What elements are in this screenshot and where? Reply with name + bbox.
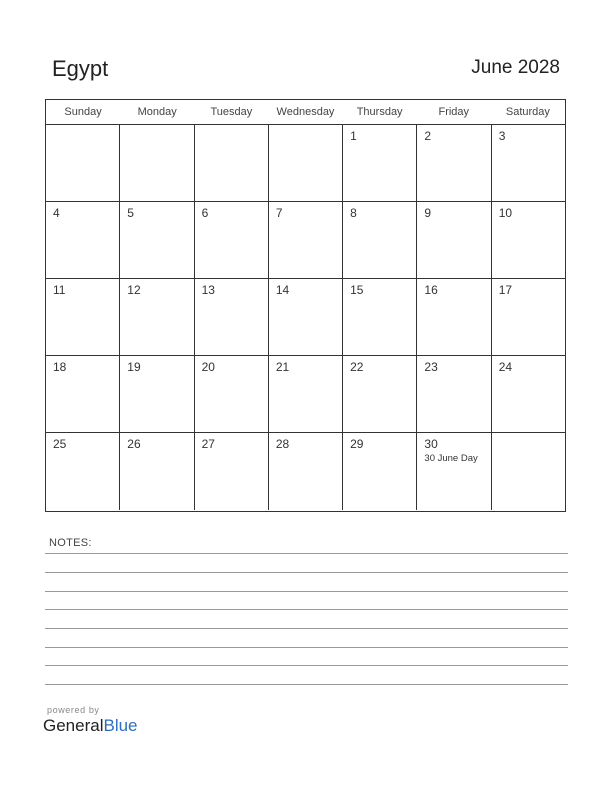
dow-friday: Friday — [438, 106, 470, 118]
day-cell — [120, 202, 194, 278]
day-number: 18 — [53, 360, 67, 374]
notes-line — [45, 572, 568, 573]
notes-line — [45, 684, 568, 685]
day-number: 4 — [53, 206, 60, 220]
day-cell — [269, 279, 343, 355]
day-number: 10 — [498, 206, 513, 220]
dow-tuesday: Tuesday — [210, 106, 253, 118]
day-number: 20 — [201, 360, 215, 374]
notes-line — [45, 628, 568, 629]
dow-sunday: Sunday — [64, 106, 102, 118]
day-number: 29 — [350, 437, 364, 451]
notes-line — [45, 553, 568, 554]
day-number: 15 — [350, 283, 364, 297]
day-number: 3 — [498, 129, 506, 143]
day-number: 19 — [127, 360, 141, 374]
day-number: 17 — [498, 283, 513, 297]
page-title-month: June 2028 — [471, 57, 560, 78]
powered-by-label: powered by — [47, 705, 100, 715]
calendar-week-2 — [46, 202, 565, 279]
day-number: 8 — [350, 206, 357, 220]
day-number: 7 — [275, 206, 283, 220]
calendar-grid — [45, 99, 566, 512]
day-cell — [269, 125, 343, 201]
day-number: 9 — [424, 206, 432, 220]
day-cell — [492, 279, 565, 355]
page-title-country: Egypt — [52, 56, 109, 81]
notes-line — [45, 609, 568, 610]
day-cell — [195, 202, 269, 278]
day-number: 21 — [275, 360, 290, 374]
calendar-week-4 — [46, 356, 565, 433]
day-cell — [343, 433, 417, 510]
day-number: 23 — [424, 360, 438, 374]
brand-logo[interactable] — [43, 716, 138, 736]
day-cell — [195, 279, 269, 355]
day-number: 24 — [498, 360, 513, 374]
day-number: 1 — [350, 129, 357, 143]
day-cell — [120, 125, 194, 201]
day-number: 2 — [424, 129, 432, 143]
day-cell — [417, 356, 491, 432]
day-number: 22 — [350, 360, 364, 374]
calendar-week-1 — [46, 125, 565, 202]
calendar-header — [46, 100, 565, 125]
dow-thursday: Thursday — [356, 106, 403, 118]
day-cell — [269, 433, 343, 510]
day-cell — [120, 433, 194, 510]
day-cell — [343, 356, 417, 432]
day-number: 16 — [424, 283, 438, 297]
day-cell — [417, 279, 491, 355]
day-cell — [492, 356, 565, 432]
day-cell — [343, 202, 417, 278]
day-number: 26 — [127, 437, 141, 451]
day-cell — [195, 433, 269, 510]
day-cell — [343, 125, 417, 201]
day-number: 14 — [275, 283, 290, 297]
day-cell — [417, 125, 491, 201]
holiday-label: 30 June Day — [424, 453, 478, 464]
day-number: 5 — [127, 206, 134, 220]
day-number: 13 — [201, 283, 215, 297]
calendar-week-5 — [46, 433, 565, 510]
notes-line — [45, 665, 568, 666]
day-cell — [492, 433, 565, 510]
day-cell — [46, 433, 120, 510]
day-number: 30 — [424, 437, 438, 451]
day-cell — [269, 356, 343, 432]
brand-name-part2: Blue — [103, 716, 138, 735]
day-number: 27 — [201, 437, 215, 451]
day-number: 11 — [53, 283, 66, 297]
day-cell — [492, 125, 565, 201]
dow-saturday: Saturday — [505, 106, 550, 118]
day-cell — [46, 202, 120, 278]
calendar-week-3 — [46, 279, 565, 356]
day-cell — [195, 125, 269, 201]
day-cell — [195, 356, 269, 432]
day-cell — [46, 356, 120, 432]
day-cell — [417, 433, 491, 510]
notes-line — [45, 647, 568, 648]
day-cell — [417, 202, 491, 278]
brand-name-part1: General — [43, 716, 104, 735]
day-cell — [492, 202, 565, 278]
notes-line — [45, 591, 568, 592]
day-cell — [120, 279, 194, 355]
notes-label: NOTES: — [49, 537, 92, 549]
day-number: 28 — [275, 437, 290, 451]
day-cell — [120, 356, 194, 432]
day-number: 6 — [201, 206, 209, 220]
day-cell — [343, 279, 417, 355]
dow-wednesday: Wednesday — [276, 106, 335, 118]
day-cell — [46, 125, 120, 201]
day-number: 12 — [127, 283, 141, 297]
dow-monday: Monday — [137, 106, 177, 118]
day-number: 25 — [53, 437, 67, 451]
day-cell — [269, 202, 343, 278]
day-cell — [46, 279, 120, 355]
